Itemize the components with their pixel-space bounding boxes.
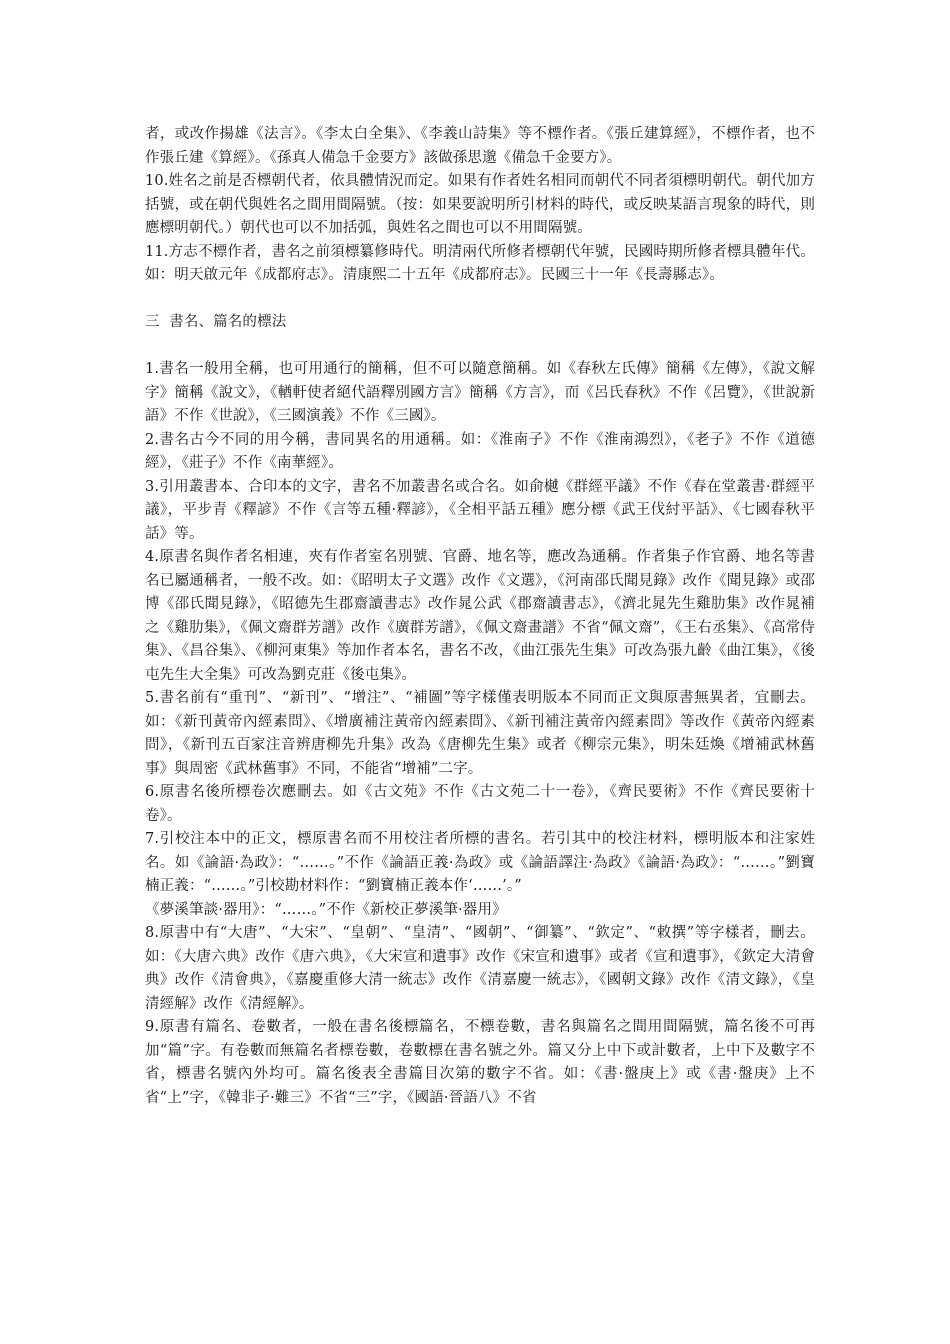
paragraph-title-rule-9: 9.原書有篇名、卷數者，一般在書名後標篇名，不標卷數，書名與篇名之間用間隔號，篇名後不可再加“篇”字。有卷數而無篇名者標卷數，卷數標在書名號之外。篇又分上中下或計數者，上中下及數字不省，標書名號內外均可。篇名後表全書篇目次第的數字不省。如：《書·盤庚上》或《書·盤庚》上不省“上”字，《韓非子·難三》不省“三”字，《國語·晉語八》不省 (145, 1019, 815, 1106)
section-heading: 三 書名、篇名的標法 (145, 314, 287, 330)
paragraph-title-rule-5: 5.書名前有“重刊”、“新刊”、“增注”、“補圖”等字樣僅表明版本不同而正文與原書無異者，宜刪去。如：《新刊黃帝內經素問》、《增廣補注黃帝內經素問》、《新刊補注黃帝內經素問》等改作《黃帝內經素問》，《新刊五百家注音辨唐柳先升集》改為《唐柳先生集》或者《柳宗元集》，明朱廷煥《增補武林舊事》與周密《武林舊事》不同，不能省“增補”二字。 (145, 690, 815, 777)
paragraph-title-rule-3: 3.引用叢書本、合印本的文字，書名不加叢書名或合名。如俞樾《群經平議》不作《春在堂叢書·群經平議》，平步青《釋諺》不作《言等五種·釋諺》，《全相平話五種》應分標《武王伐紂平話》、《七國春秋平話》等。 (145, 478, 815, 542)
paragraph-rule-11: 11.方志不標作者，書名之前須標纂修時代。明清兩代所修者標朝代年號，民國時期所修者標具體年代。如：明天啟元年《成都府志》。清康熙二十五年《成都府志》。民國三十一年《長壽縣志》。 (145, 243, 815, 283)
paragraph-title-rule-4: 4.原書名與作者名相連，夾有作者室名別號、官爵、地名等，應改為通稱。作者集子作官爵、地名等書名已屬通稱者，一般不改。如：《昭明太子文選》改作《文選》，《河南邵氏聞見錄》改作《聞見錄》或邵博《邵氏聞見錄》，《昭德先生郡齋讀書志》改作晁公武《郡齋讀書志》，《濟北晁先生雞肋集》改作晁補之《雞肋集》，《佩文齋群芳譜》改作《廣群芳譜》，《佩文齋畫譜》不省“佩文齋”，《王右丞集》、《高常侍集》、《昌谷集》、《柳河東集》等加作者本名，書名不改，《曲江張先生集》可改為張九齡《曲江集》，《後屯先生大全集》可改為劉克莊《後屯集》。 (145, 549, 815, 683)
blank-line (145, 335, 815, 359)
document-body (145, 123, 815, 1110)
paragraph-rule-10: 10.姓名之前是否標朝代者，依具體情況而定。如果有作者姓名相同而朝代不同者須標明朝代。朝代加方括號，或在朝代與姓名之間用間隔號。（按：如果要說明所引材料的時代，或反映某語言現象的時代，則應標明朝代。）朝代也可以不加括弧，與姓名之間也可以不用間隔號。 (145, 173, 815, 236)
paragraph-title-rule-1: 1.書名一般用全稱，也可用通行的簡稱，但不可以隨意簡稱。如《春秋左氏傳》簡稱《左傳》，《說文解字》簡稱《說文》，《輶軒使者絕代語釋別國方言》簡稱《方言》，而《呂氏春秋》不作《呂覽》，《世說新語》不作《世說》，《三國演義》不作《三國》。 (145, 361, 815, 424)
paragraph-title-rule-6: 6.原書名後所標卷次應刪去。如《古文苑》不作《古文苑二十一卷》，《齊民要術》不作《齊民要術十卷》。 (145, 784, 815, 824)
paragraph-title-rule-7: 7.引校注本中的正文，標原書名而不用校注者所標的書名。若引其中的校注材料，標明版本和注家姓名。如《論語·為政》：“……。”不作《論語正義·為政》或《論語譯注·為政》《論語·為政》：“……。”劉寶楠正義：“……。”引校勘材料作：“劉寶楠正義本作‘……’。” (145, 831, 815, 894)
paragraph-continued: 者，或改作揚雄《法言》。《李太白全集》、《李義山詩集》等不標作者。《張丘建算經》，不標作者，也不作張丘建《算經》。《孫真人備急千金要方》該做孫思邈《備急千金要方》。 (145, 126, 815, 166)
paragraph-title-rule-2: 2.書名古今不同的用今稱，書同異名的用通稱。如：《淮南子》不作《淮南鴻烈》，《老子》不作《道德經》，《莊子》不作《南華經》。 (145, 431, 815, 471)
blank-line (145, 288, 815, 312)
paragraph-title-rule-7-example: 《夢溪筆談·器用》：“……。”不作《新校正夢溪筆·器用》 (145, 901, 507, 918)
paragraph-title-rule-8: 8.原書中有“大唐”、“大宋”、“皇朝”、“皇清”、“國朝”、“御纂”、“欽定”、“敕撰”等字樣者，刪去。如：《大唐六典》改作《唐六典》，《大宋宣和遺事》改作《宋宣和遺事》或者《宣和遺事》，《欽定大清會典》改作《清會典》，《嘉慶重修大清一統志》改作《清嘉慶一統志》，《國朝文錄》改作《清文錄》，《皇清經解》改作《清經解》。 (145, 925, 815, 1012)
